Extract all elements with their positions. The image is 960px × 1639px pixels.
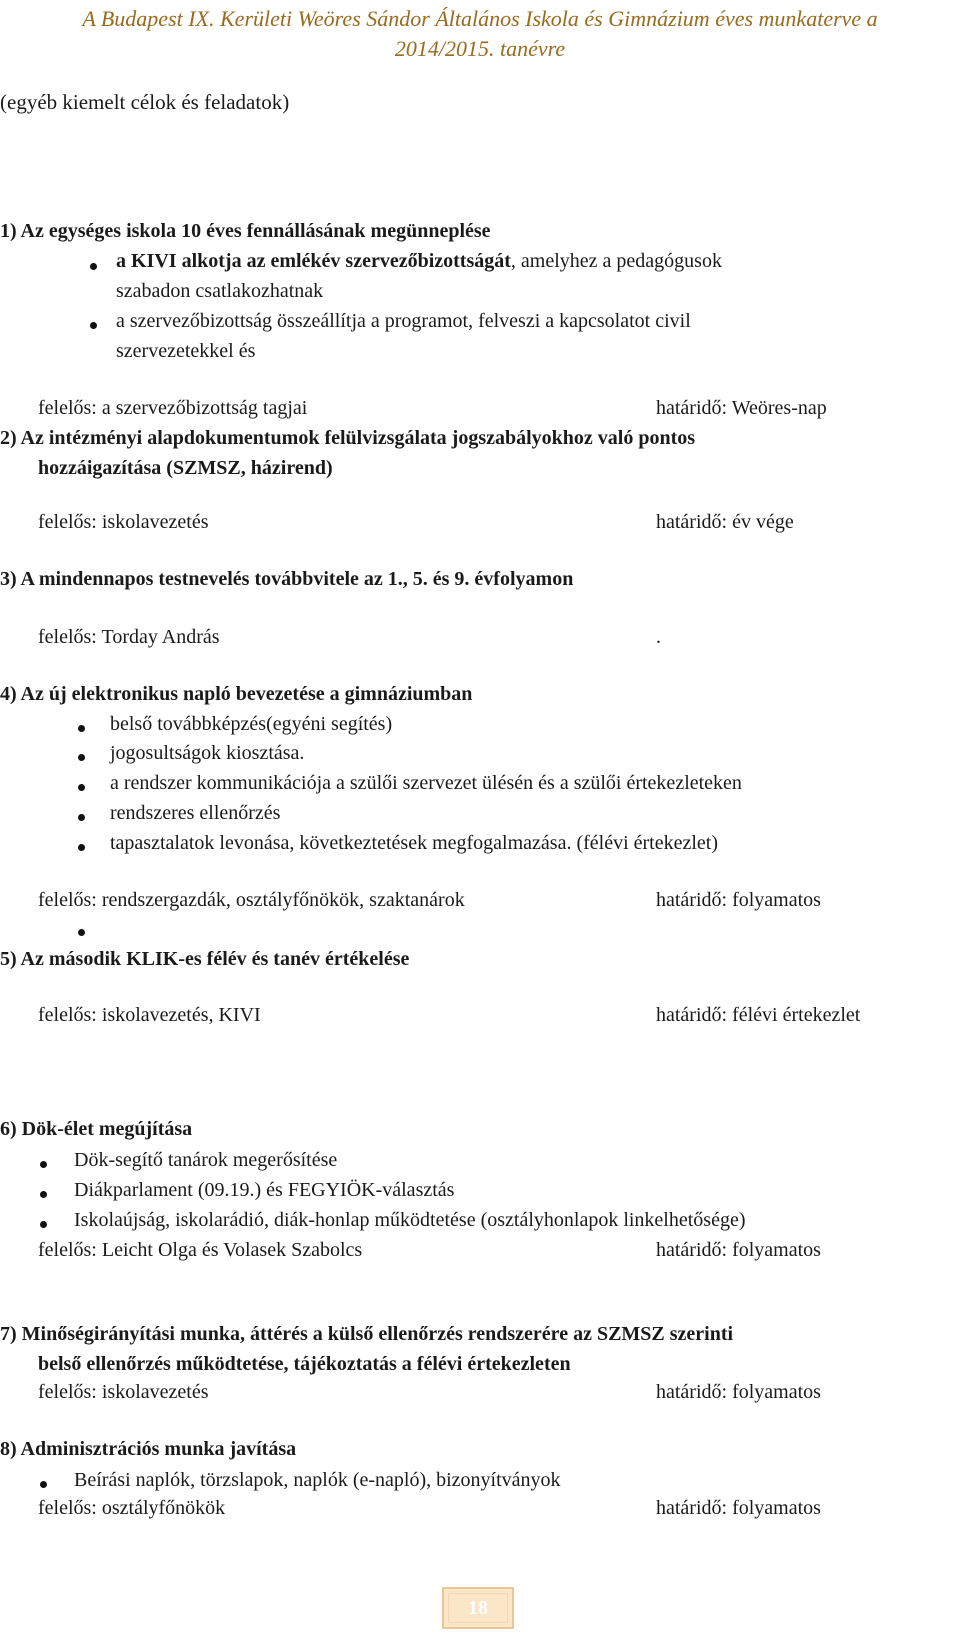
section-1-item-1-cont: szabadon csatlakozhatnak: [116, 280, 324, 302]
section-4-item: a rendszer kommunikációja a szülői szervezet ülésén és a szülői értekezleteken: [110, 772, 742, 794]
bullet-icon: [78, 929, 85, 936]
section-1-item-1-rest: , amelyhez a pedagógusok: [510, 250, 722, 272]
section-6-title: 6) Dök-élet megújítása: [0, 1118, 193, 1140]
section-5-felelos: felelős: iskolavezetés, KIVI: [38, 1004, 261, 1026]
section-6-item: Diákparlament (09.19.) és FEGYIÖK-választás: [74, 1179, 455, 1201]
section-4-item: rendszeres ellenőrzés: [110, 802, 281, 824]
bullet-icon: [78, 814, 85, 821]
bullet-icon: [40, 1481, 47, 1488]
section-2-title-line2: hozzáigazítása (SZMSZ, házirend): [38, 457, 333, 479]
section-2-felelos: felelős: iskolavezetés: [38, 511, 209, 533]
bullet-icon: [90, 322, 97, 329]
section-5-hatarido: határidő: félévi értekezlet: [656, 1004, 861, 1026]
section-2-hatarido: határidő: év vége: [656, 511, 794, 533]
section-1-item-2-cont: szervezetekkel és: [116, 340, 256, 362]
section-8-hatarido: határidő: folyamatos: [656, 1497, 821, 1519]
section-7-felelos: felelős: iskolavezetés: [38, 1381, 209, 1403]
section-3-title: 3) A mindennapos testnevelés továbbvitele az 1., 5. és 9. évfolyamon: [0, 568, 574, 590]
section-4-hatarido: határidő: folyamatos: [656, 889, 821, 911]
section-3-dot: .: [656, 626, 661, 648]
section-1-item-2: a szervezőbizottság összeállítja a programot, felveszi a kapcsolatot civil: [116, 310, 691, 332]
section-4-item: belső továbbképzés(egyéni segítés): [110, 713, 393, 735]
bullet-icon: [40, 1161, 47, 1168]
bullet-icon: [78, 784, 85, 791]
section-6-item: Dök-segítő tanárok megerősítése: [74, 1149, 338, 1171]
bullet-icon: [40, 1221, 47, 1228]
page-number: [442, 1587, 514, 1629]
section-1-item-1: [116, 250, 722, 273]
section-1-item-1-bold: a KIVI alkotja az emlékév szervezőbizottságát: [116, 250, 511, 272]
section-1-felelos: felelős: a szervezőbizottság tagjai: [38, 397, 308, 419]
document-header-line2: 2014/2015. tanévre: [394, 36, 566, 61]
section-7-title-line1: 7) Minőségirányítási munka, áttérés a külső ellenőrzés rendszerére az SZMSZ szerinti: [0, 1323, 734, 1345]
section-4-title: 4) Az új elektronikus napló bevezetése a gimnáziumban: [0, 683, 473, 705]
bullet-icon: [78, 754, 85, 761]
section-4-felelos: felelős: rendszergazdák, osztályfőnökök, szaktanárok: [38, 889, 465, 911]
section-3-felelos: felelős: Torday András: [38, 626, 220, 648]
section-6-hatarido: határidő: folyamatos: [656, 1239, 821, 1261]
page-number-text: 18: [468, 1597, 488, 1619]
section-7-title-line2: belső ellenőrzés működtetése, tájékoztatás a félévi értekezleten: [38, 1353, 571, 1375]
bullet-icon: [90, 263, 97, 270]
bullet-icon: [78, 844, 85, 851]
bullet-icon: [78, 725, 85, 732]
section-1-hatarido: határidő: Weöres-nap: [656, 397, 827, 419]
section-4-item: jogosultságok kiosztása.: [110, 742, 305, 764]
subtitle: (egyéb kiemelt célok és feladatok): [0, 90, 290, 114]
document-header-line1: A Budapest IX. Kerületi Weöres Sándor Általános Iskola és Gimnázium éves munkaterve a: [82, 6, 878, 31]
bullet-icon: [40, 1191, 47, 1198]
section-6-item: Iskolaújság, iskolarádió, diák-honlap működtetése (osztályhonlapok linkelhetősége): [74, 1209, 746, 1231]
section-6-felelos: felelős: Leicht Olga és Volasek Szabolcs: [38, 1239, 363, 1261]
section-2-title-line1: 2) Az intézményi alapdokumentumok felülvizsgálata jogszabályokhoz való pontos: [0, 427, 696, 449]
section-8-title: 8) Adminisztrációs munka javítása: [0, 1438, 297, 1460]
section-7-hatarido: határidő: folyamatos: [656, 1381, 821, 1403]
section-8-felelos: felelős: osztályfőnökök: [38, 1497, 226, 1519]
section-8-item: Beírási naplók, törzslapok, naplók (e-napló), bizonyítványok: [74, 1469, 561, 1491]
section-4-item: tapasztalatok levonása, következtetések megfogalmazása. (félévi értekezlet): [110, 832, 719, 854]
section-1-title: 1) Az egységes iskola 10 éves fennállásának megünneplése: [0, 220, 491, 242]
section-5-title: 5) Az második KLIK-es félév és tanév értékelése: [0, 948, 410, 970]
